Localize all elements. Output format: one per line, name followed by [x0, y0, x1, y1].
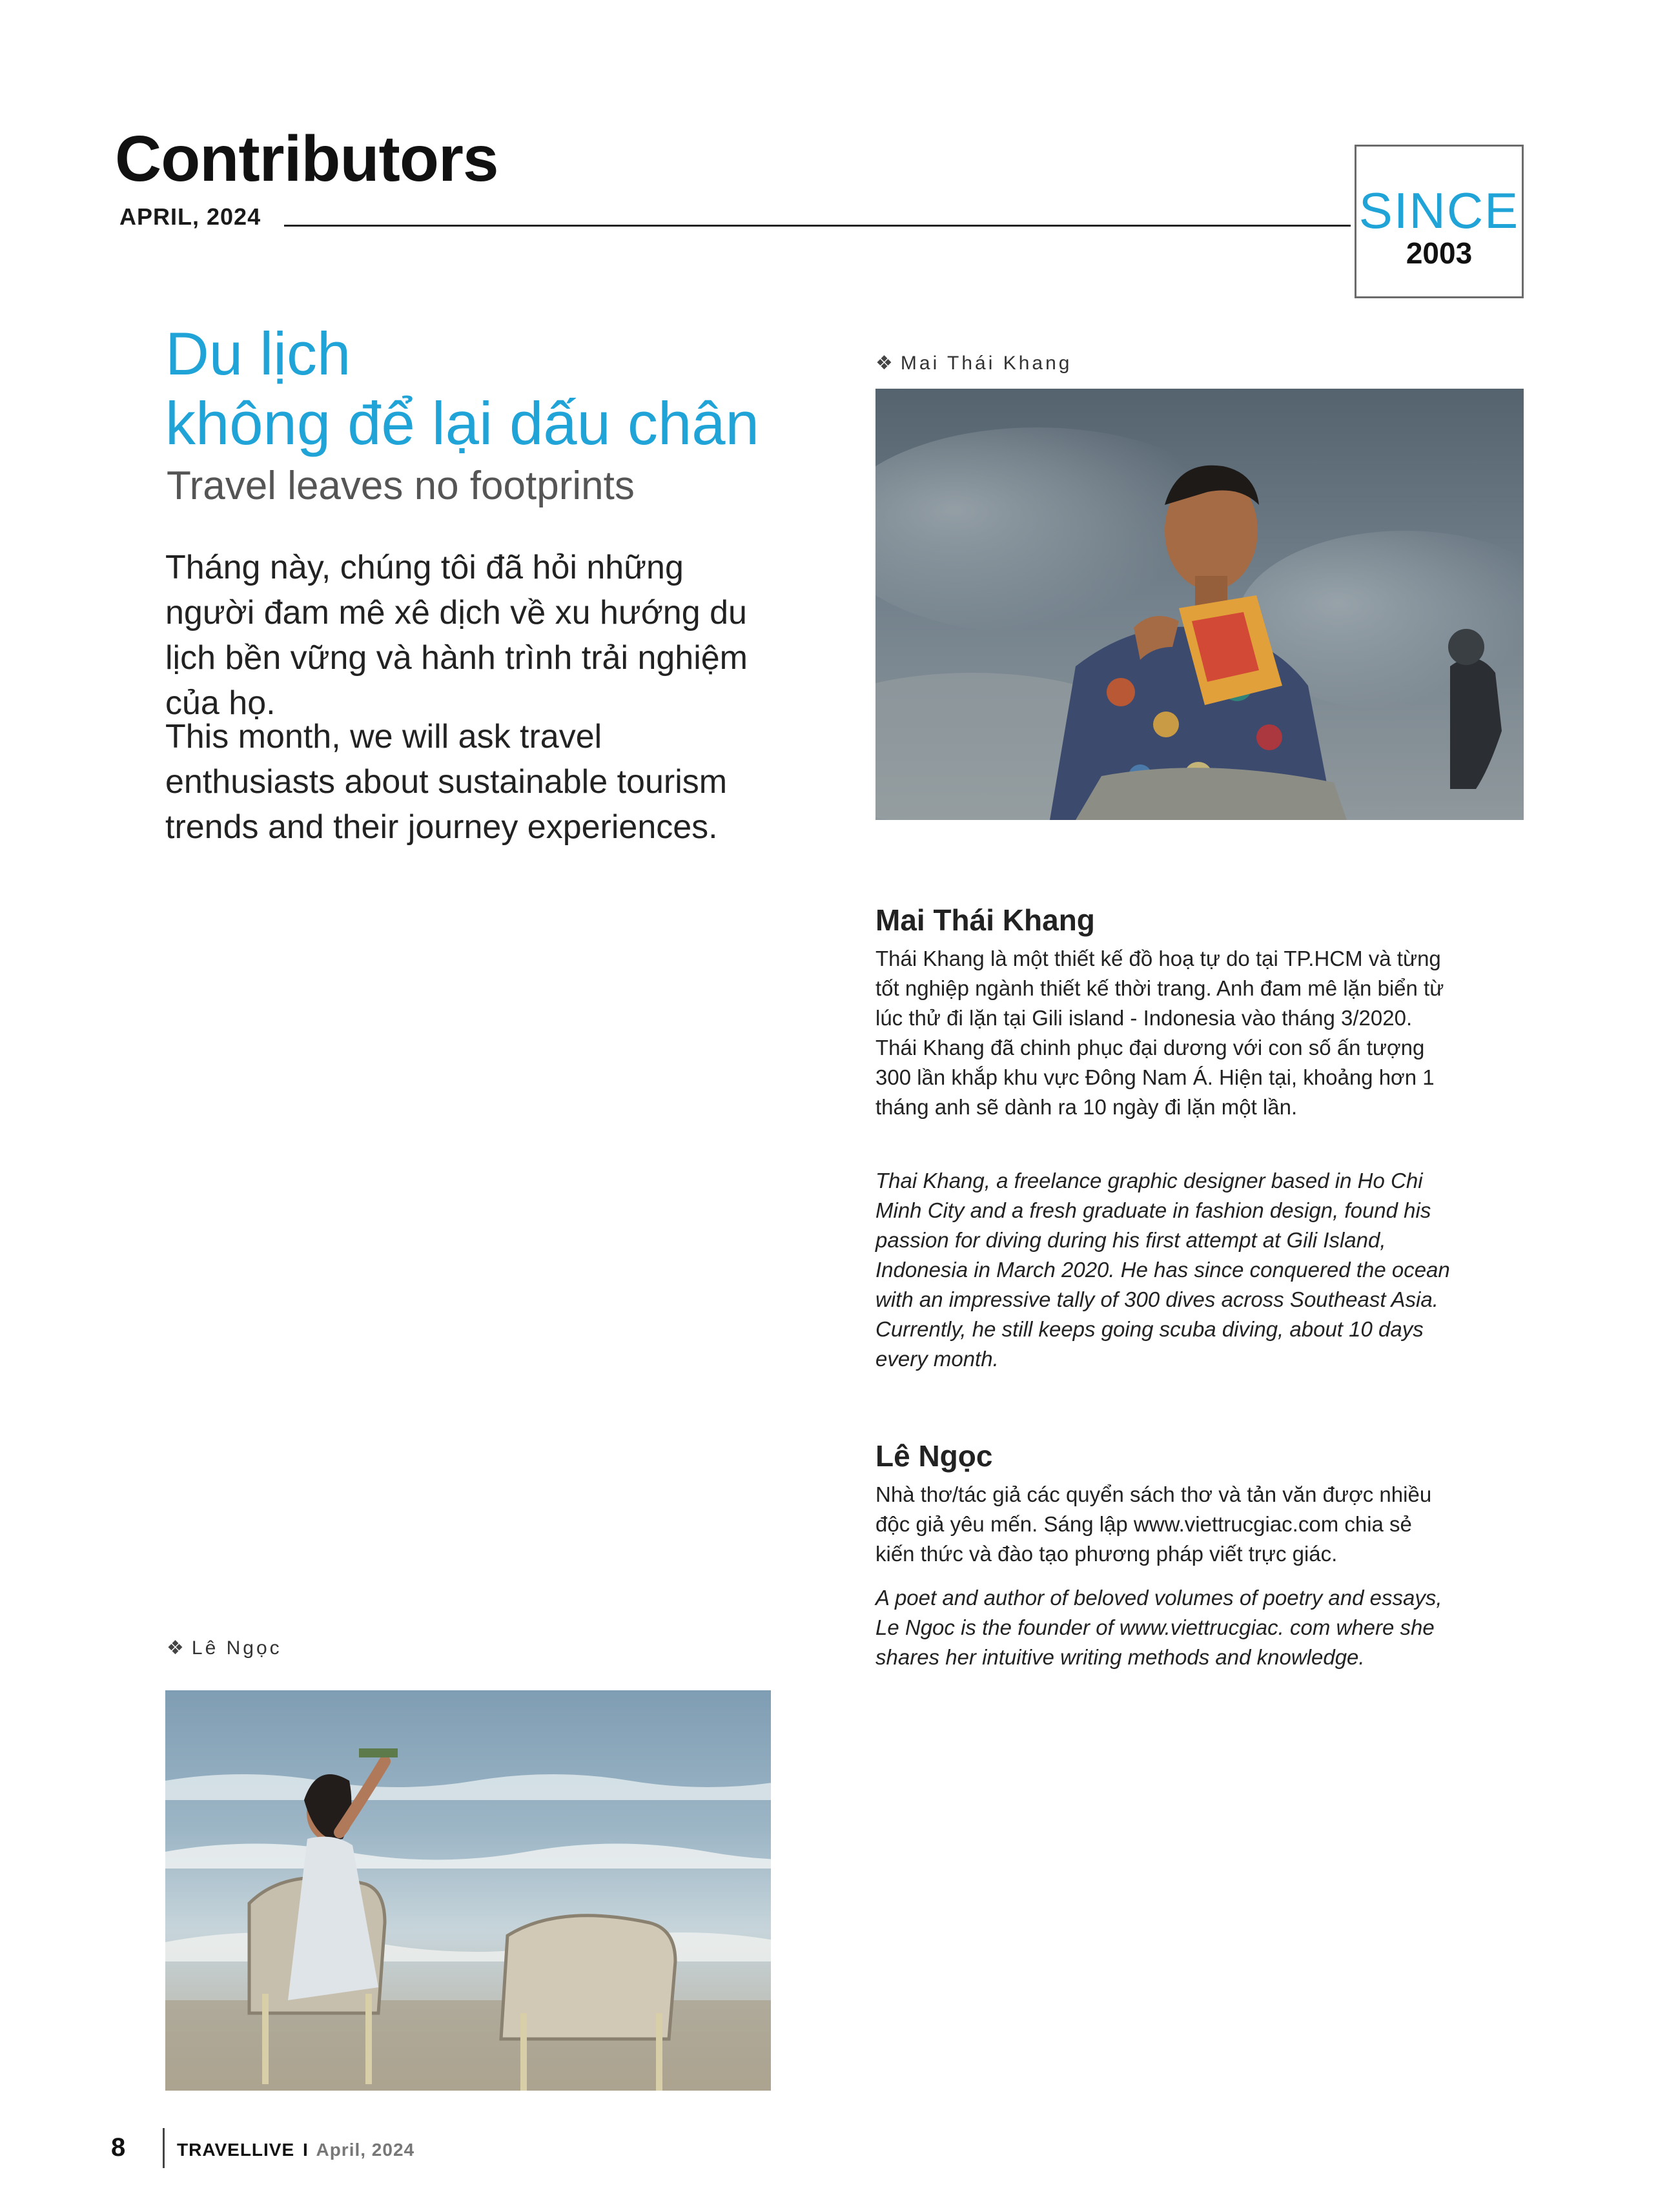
feature-title-vi-line2: không để lại dấu chân: [165, 389, 759, 457]
portrait-photo-icon: [875, 389, 1524, 820]
page-number: 8: [111, 2133, 126, 2162]
contributor-bio-vi-khang: Thái Khang là một thiết kế đồ hoạ tự do tại TP.HCM và từng tốt nghiệp ngành thiết kế thời trang. Anh đam mê lặn biển từ lúc thử đi lặn tại Gili island - Indonesia vào tháng 3/2020. Thái Khang đã chinh phục đại dương với con số ấn tượng 300 lần khắp khu vực Đông Nam Á. Hiện tại, khoảng hơn 1 tháng anh sẽ dành ra 10 ngày đi lặn một lần.: [875, 947, 1444, 1119]
magazine-name: TRAVELLIVE: [177, 2140, 295, 2160]
photo-caption-text: Lê Ngọc: [191, 1637, 282, 1659]
feature-title-en: Travel leaves no footprints: [167, 464, 635, 508]
contributor-bio-en-khang: Thai Khang, a freelance graphic designer based in Ho Chi Minh City and a fresh graduate in fashion design, found his passion for diving during his first attempt at Gili Island, Indonesia in March 2020. He has since conquered the ocean with an impressive tally of 300 dives across Southeast Asia. Currently, he still keeps going scuba diving, about 10 days every month.: [875, 1169, 1450, 1371]
contributor-bio-vi-ngoc: Nhà thơ/tác giả các quyển sách thơ và tản văn được nhiều độc giả yêu mến. Sáng lập www.viettrucgiac.com chia sẻ kiến thức và đào tạo phương pháp viết trực giác.: [875, 1482, 1432, 1566]
header-divider: [284, 225, 1351, 227]
since-badge: [1355, 145, 1524, 298]
contributor-name-ngoc: Lê Ngọc: [875, 1439, 993, 1473]
intro-paragraph-vi: Tháng này, chúng tôi đã hỏi những người đam mê xê dịch về xu hướng du lịch bền vững và hành trình trải nghiệm của họ.: [165, 549, 748, 722]
feature-title-vi-line1: Du lịch: [165, 320, 351, 387]
footer-divider: [163, 2128, 165, 2168]
footer-separator: I: [302, 2140, 309, 2160]
feature-title-vi: [165, 319, 759, 458]
issue-date: APRIL, 2024: [119, 203, 261, 230]
contributor-bio-en-ngoc: A poet and author of beloved volumes of poetry and essays, Le Ngoc is the founder of www.viettrucgiac. com where she shares her intuitive writing methods and knowledge.: [875, 1586, 1442, 1669]
intro-paragraph-en: This month, we will ask travel enthusiasts about sustainable tourism trends and their journey experiences.: [165, 718, 728, 846]
diamond-bullet-icon: ❖: [167, 1637, 187, 1659]
contributor-photo-khang: [875, 389, 1524, 820]
footer-issue: April, 2024: [316, 2140, 415, 2160]
since-label: SINCE: [1358, 182, 1520, 239]
contributor-name-khang: Mai Thái Khang: [875, 903, 1095, 937]
photo-caption-ngoc: [167, 1639, 282, 1658]
diamond-bullet-icon: ❖: [875, 353, 895, 374]
photo-caption-text: Mai Thái Khang: [900, 353, 1072, 374]
portrait-photo-icon: [165, 1690, 771, 2091]
footer-brand-line: [177, 2141, 414, 2159]
since-year: 2003: [1406, 236, 1473, 270]
contributor-photo-ngoc: [165, 1690, 771, 2091]
photo-caption-khang: [875, 354, 1072, 373]
page-title: Contributors: [115, 123, 498, 195]
